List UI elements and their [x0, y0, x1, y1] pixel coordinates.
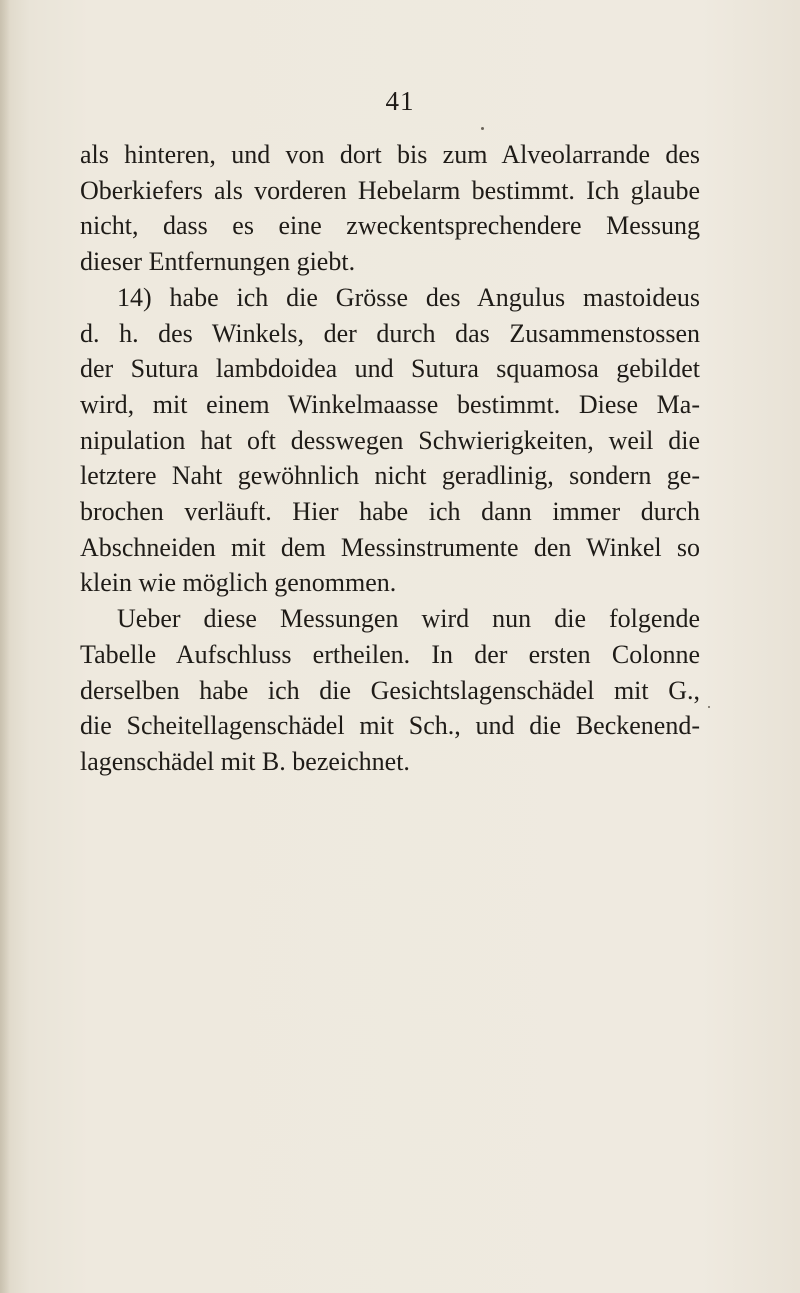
page-number: 41 — [385, 86, 415, 116]
page-edge-shadow — [0, 0, 10, 1293]
text-line: derselben habe ich die Gesichtslagenschädel mit G., — [80, 675, 700, 705]
text-line: Tabelle Aufschluss ertheilen. In der ersten Colonne — [80, 639, 700, 669]
text-line: brochen verläuft. Hier habe ich dann immer durch — [80, 497, 700, 527]
text-line: nipulation hat oft desswegen Schwierigkeiten, weil die — [80, 425, 700, 455]
text-line: Abschneiden mit dem Messinstrumente den Winkel so — [80, 532, 700, 562]
body-text — [80, 137, 700, 780]
text-line: dieser Entfernungen giebt. — [80, 247, 356, 277]
text-line: Oberkiefers als vorderen Hebelarm bestimmt. Ich glaube — [80, 175, 700, 205]
text-line: Ueber diese Messungen wird nun die folgende — [117, 604, 700, 634]
text-line: wird, mit einem Winkelmaasse bestimmt. Diese Ma- — [80, 389, 700, 419]
text-line: letztere Naht gewöhnlich nicht geradlinig, sondern ge- — [80, 461, 700, 491]
text-line: 14) habe ich die Grösse des Angulus mastoideus — [117, 282, 700, 312]
text-line: klein wie möglich genommen. — [80, 568, 397, 598]
paper-speck — [708, 706, 710, 708]
text-line: als hinteren, und von dort bis zum Alveolarrande des — [80, 140, 700, 169]
text-line: lagenschädel mit B. bezeichnet. — [80, 746, 410, 776]
paper-speck — [481, 127, 484, 130]
text-line: die Scheitellagenschädel mit Sch., und die Beckenend- — [80, 711, 700, 741]
text-line: der Sutura lambdoidea und Sutura squamosa gebildet — [80, 354, 700, 384]
text-line: d. h. des Winkels, der durch das Zusammenstossen — [80, 318, 700, 348]
text-line: nicht, dass es eine zweckentsprechendere Messung — [80, 211, 700, 241]
